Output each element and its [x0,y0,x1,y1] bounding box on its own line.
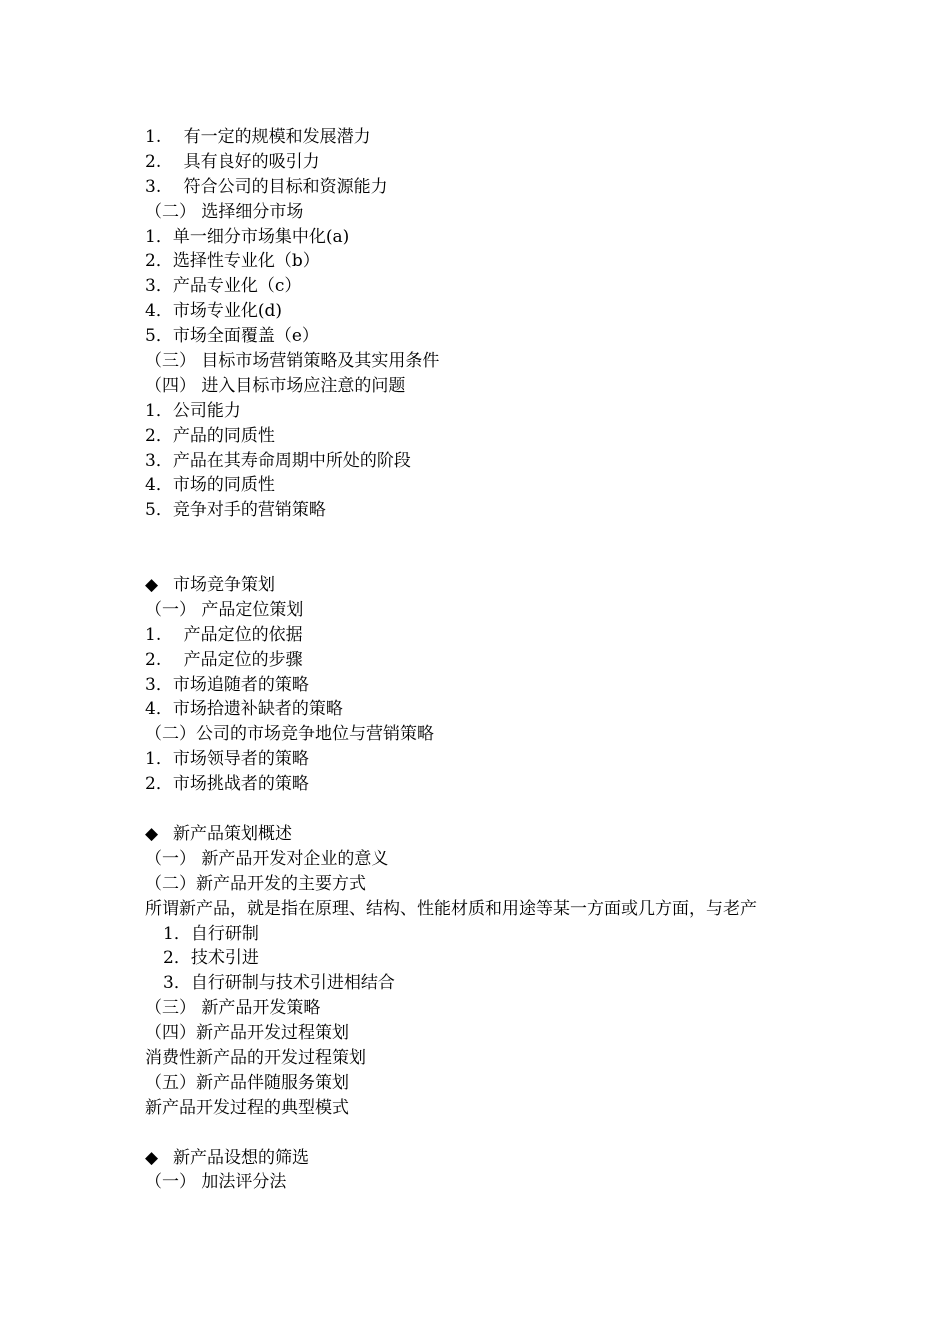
blank-line [145,548,825,573]
text-line: 消费性新产品的开发过程策划 [145,1047,366,1068]
text-line: 2．产品的同质性 [145,425,275,446]
text-line: 4．市场专业化(d) [145,301,282,322]
diamond-bullet-icon: ◆ [145,823,159,844]
paragraph: 所谓新产品，就是指在原理、结构、性能材质和用途等某一方面或几方面，与老产 [145,898,757,919]
text-line: 2．选择性专业化（b） [145,251,320,272]
text-line: （三） 目标市场营销策略及其实用条件 [145,351,440,372]
text-line: 3．市场追随者的策略 [145,674,309,695]
text-line: 3．产品在其寿命周期中所处的阶段 [145,450,411,471]
diamond-bullet-icon: ◆ [145,1147,159,1168]
section-heading-text: 新产品设想的筛选 [173,1147,309,1168]
text-line: 2. 具有良好的吸引力 [145,151,320,172]
text-line: 1．单一细分市场集中化(a) [145,226,350,247]
document-body [145,125,825,1195]
text-line: 3．自行研制与技术引进相结合 [163,973,395,994]
text-line: 3．产品专业化（c） [145,276,302,297]
text-line: 5．竞争对手的营销策略 [145,500,326,521]
section-heading [145,573,825,598]
text-line: 1．市场领导者的策略 [145,749,309,770]
text-line: （二）公司的市场竞争地位与营销策略 [145,724,434,745]
text-line: （五）新产品伴随服务策划 [145,1072,349,1093]
text-line: 1. 有一定的规模和发展潜力 [145,127,371,147]
text-line: （四）新产品开发过程策划 [145,1023,349,1044]
text-line: （一） 新产品开发对企业的意义 [145,848,389,869]
text-line: 5．市场全面覆盖（e） [145,326,319,347]
section-heading-text: 新产品策划概述 [173,823,292,844]
text-line: （四） 进入目标市场应注意的问题 [145,375,406,396]
text-line: 4．市场的同质性 [145,475,275,496]
text-line: 新产品开发过程的典型模式 [145,1097,349,1118]
section-heading [145,1146,825,1171]
text-line: （二） 选择细分市场 [145,201,304,222]
text-line: 1．公司能力 [145,400,241,421]
section-heading-text: 市场竞争策划 [173,575,275,596]
text-line: 4．市场拾遗补缺者的策略 [145,699,343,720]
blank-line [145,523,825,548]
text-line: 2．技术引进 [163,948,259,969]
text-line: 1．自行研制 [163,923,259,944]
section-heading [145,822,825,847]
text-line: （三） 新产品开发策略 [145,998,321,1019]
text-line: 3. 符合公司的目标和资源能力 [145,176,388,197]
text-line: （一） 产品定位策划 [145,599,304,620]
text-line: 2. 产品定位的步骤 [145,649,303,670]
text-line: 2．市场挑战者的策略 [145,774,309,795]
diamond-bullet-icon: ◆ [145,575,159,596]
text-line: （二）新产品开发的主要方式 [145,873,366,894]
text-line: （一） 加法评分法 [145,1172,287,1193]
blank-line [145,1121,825,1146]
blank-line [145,797,825,822]
text-line: 1. 产品定位的依据 [145,624,303,645]
